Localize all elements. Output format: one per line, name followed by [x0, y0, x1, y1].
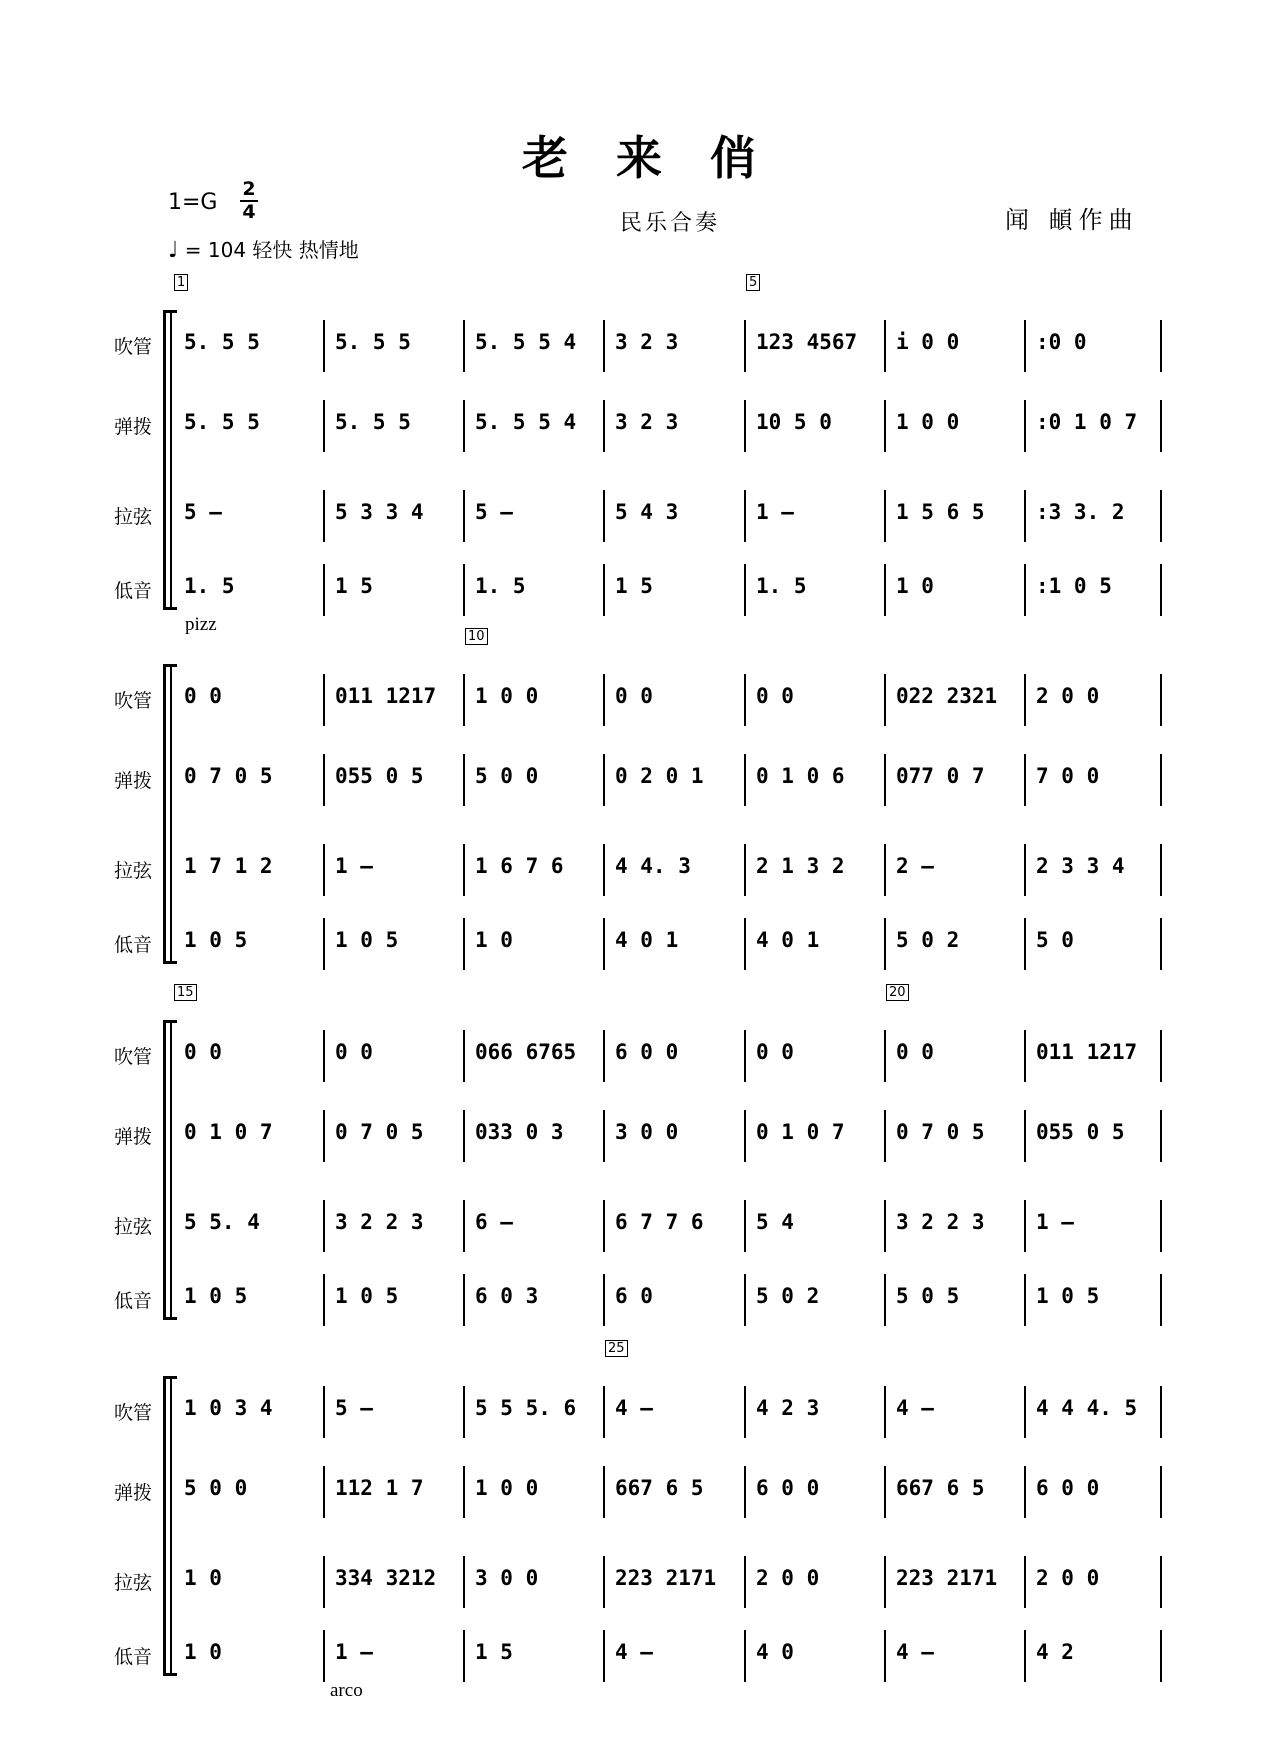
measure: 1 0 5: [335, 928, 399, 952]
measure: 4 –: [896, 1640, 934, 1664]
barline: [1024, 1030, 1026, 1082]
system-barline: [170, 1020, 172, 1320]
subtitle: 民乐合奏: [620, 211, 721, 236]
measure: 3 2 3: [615, 330, 679, 354]
barline: [323, 1110, 325, 1162]
barline: [463, 1386, 465, 1438]
rehearsal-mark: 20: [886, 984, 909, 1001]
instrument-label: 低音: [114, 1646, 153, 1668]
measure: :0 0: [1036, 330, 1087, 354]
measure: 1 –: [756, 500, 794, 524]
measure: 0 7 0 5: [335, 1120, 424, 1144]
measure: 1 6 7 6: [475, 854, 564, 878]
barline: [1160, 754, 1162, 806]
measure: 4 0 1: [756, 928, 820, 952]
measure: 0 2 0 1: [615, 764, 704, 788]
measure: 5 0 5: [896, 1284, 960, 1308]
instrument-label: 低音: [114, 580, 153, 602]
barline: [603, 1110, 605, 1162]
barline: [1160, 1630, 1162, 1682]
measure: 6 0: [615, 1284, 653, 1308]
score-system: [0, 629, 1278, 984]
tempo-text: = 104 轻快 热情地: [184, 238, 359, 262]
barline: [884, 1030, 886, 1082]
barline: [1160, 1110, 1162, 1162]
measure: 4 4 4. 5: [1036, 1396, 1138, 1420]
barline: [744, 320, 746, 372]
measure: 667 6 5: [615, 1476, 704, 1500]
measure: i 0 0: [896, 330, 960, 354]
instrument-label: 吹管: [114, 1402, 153, 1424]
barline: [884, 564, 886, 616]
measure: 055 0 5: [335, 764, 424, 788]
barline: [744, 1386, 746, 1438]
measure: 1 0 5: [184, 928, 248, 952]
pizz-marking: pizz: [185, 614, 217, 635]
barline: [744, 1030, 746, 1082]
barline: [463, 1466, 465, 1518]
barline: [463, 490, 465, 542]
measure: 0 7 0 5: [896, 1120, 985, 1144]
rehearsal-mark: 1: [174, 274, 188, 291]
measure: 1 0: [184, 1640, 222, 1664]
instrument-label: 拉弦: [114, 860, 153, 882]
barline: [603, 1556, 605, 1608]
measure: 066 6765: [475, 1040, 577, 1064]
instrument-label: 弹拨: [114, 1126, 153, 1148]
barline: [323, 1630, 325, 1682]
barline: [1160, 400, 1162, 452]
barline: [1160, 1466, 1162, 1518]
barline: [463, 1630, 465, 1682]
barline: [463, 674, 465, 726]
barline: [463, 918, 465, 970]
barline: [323, 844, 325, 896]
barline: [1160, 674, 1162, 726]
barline: [1160, 918, 1162, 970]
barline: [744, 1200, 746, 1252]
measure: 4 2 3: [756, 1396, 820, 1420]
barline: [323, 490, 325, 542]
measure: 0 0: [335, 1040, 373, 1064]
rehearsal-mark: 25: [605, 1340, 628, 1357]
measure: 0 0: [756, 1040, 794, 1064]
measure: 5. 5 5: [184, 410, 260, 434]
measure: 3 2 2 3: [896, 1210, 985, 1234]
measure: 1 5: [475, 1640, 513, 1664]
measure: 2 0 0: [1036, 684, 1100, 708]
measure: 1 5 6 5: [896, 500, 985, 524]
measure: 5. 5 5: [335, 410, 411, 434]
measure: 077 0 7: [896, 764, 985, 788]
measure: 5. 5 5 4: [475, 410, 577, 434]
measure: 5. 5 5: [335, 330, 411, 354]
barline: [603, 320, 605, 372]
barline: [884, 1466, 886, 1518]
measure: 1 0: [896, 574, 934, 598]
measure: 1. 5: [184, 574, 235, 598]
measure: 1 –: [1036, 1210, 1074, 1234]
measure: 223 2171: [615, 1566, 717, 1590]
measure: 055 0 5: [1036, 1120, 1125, 1144]
system-bracket: [163, 664, 166, 964]
measure: 4 –: [615, 1640, 653, 1664]
barline: [603, 844, 605, 896]
system-barline: [170, 664, 172, 964]
measure: 7 0 0: [1036, 764, 1100, 788]
measure: 011 1217: [335, 684, 437, 708]
barline: [744, 1466, 746, 1518]
barline: [603, 490, 605, 542]
measure: 1 0 0: [475, 1476, 539, 1500]
barline: [1024, 1274, 1026, 1326]
barline: [323, 400, 325, 452]
measure: 5 4: [756, 1210, 794, 1234]
barline: [884, 1274, 886, 1326]
barline: [884, 320, 886, 372]
barline: [323, 754, 325, 806]
measure: 5 5 5. 6: [475, 1396, 577, 1420]
barline: [744, 1274, 746, 1326]
barline: [884, 754, 886, 806]
barline: [884, 1110, 886, 1162]
measure: 5 0 2: [896, 928, 960, 952]
instrument-label: 吹管: [114, 336, 153, 358]
measure: 3 0 0: [475, 1566, 539, 1590]
measure: 667 6 5: [896, 1476, 985, 1500]
measure: 3 2 2 3: [335, 1210, 424, 1234]
barline: [603, 400, 605, 452]
barline: [744, 918, 746, 970]
measure: 2 –: [896, 854, 934, 878]
barline: [463, 1200, 465, 1252]
barline: [884, 1630, 886, 1682]
barline: [603, 564, 605, 616]
barline: [323, 1556, 325, 1608]
measure: 4 –: [896, 1396, 934, 1420]
measure: 011 1217: [1036, 1040, 1138, 1064]
arco-marking: arco: [330, 1680, 363, 1701]
measure: 5 4 3: [615, 500, 679, 524]
instrument-label: 弹拨: [114, 416, 153, 438]
barline: [1024, 400, 1026, 452]
measure: 334 3212: [335, 1566, 437, 1590]
measure: 1 0 3 4: [184, 1396, 273, 1420]
measure: 1 0 5: [1036, 1284, 1100, 1308]
measure: 1. 5: [756, 574, 807, 598]
barline: [603, 1466, 605, 1518]
measure: 5 –: [475, 500, 513, 524]
barline: [463, 1274, 465, 1326]
barline: [1024, 320, 1026, 372]
barline: [1160, 1386, 1162, 1438]
measure: 5 0 2: [756, 1284, 820, 1308]
barline: [603, 754, 605, 806]
measure: 4 0 1: [615, 928, 679, 952]
measure: 123 4567: [756, 330, 858, 354]
barline: [884, 490, 886, 542]
barline: [603, 674, 605, 726]
measure: 1. 5: [475, 574, 526, 598]
measure: 3 0 0: [615, 1120, 679, 1144]
system-barline: [170, 1376, 172, 1676]
instrument-label: 低音: [114, 1290, 153, 1312]
instrument-label: 拉弦: [114, 1572, 153, 1594]
barline: [1024, 1556, 1026, 1608]
barline: [463, 844, 465, 896]
barline: [884, 918, 886, 970]
measure: 1 5: [335, 574, 373, 598]
barline: [603, 1030, 605, 1082]
barline: [1160, 1200, 1162, 1252]
barline: [603, 1630, 605, 1682]
barline: [323, 564, 325, 616]
barline: [884, 674, 886, 726]
composer: 闻 頔作曲: [1005, 206, 1139, 234]
measure: 0 0: [615, 684, 653, 708]
barline: [744, 844, 746, 896]
instrument-label: 低音: [114, 934, 153, 956]
measure: 1 0 0: [475, 684, 539, 708]
measure: 0 1 0 6: [756, 764, 845, 788]
measure: 1 0: [475, 928, 513, 952]
measure: 1 5: [615, 574, 653, 598]
barline: [1024, 1386, 1026, 1438]
measure: 2 1 3 2: [756, 854, 845, 878]
barline: [1160, 564, 1162, 616]
measure: 1 0 5: [184, 1284, 248, 1308]
barline: [323, 1200, 325, 1252]
measure: 3 2 3: [615, 410, 679, 434]
barline: [463, 564, 465, 616]
measure: :3 3. 2: [1036, 500, 1125, 524]
measure: 0 0: [896, 1040, 934, 1064]
system-bracket: [163, 1020, 166, 1320]
barline: [463, 1556, 465, 1608]
measure: 112 1 7: [335, 1476, 424, 1500]
barline: [884, 844, 886, 896]
score-system: [0, 1341, 1278, 1701]
system-bracket: [163, 1376, 166, 1676]
instrument-label: 吹管: [114, 690, 153, 712]
barline: [1024, 918, 1026, 970]
measure: 1 0 0: [896, 410, 960, 434]
barline: [603, 1386, 605, 1438]
barline: [1024, 1630, 1026, 1682]
barline: [463, 320, 465, 372]
measure: 6 0 0: [615, 1040, 679, 1064]
instrument-label: 拉弦: [114, 506, 153, 528]
barline: [744, 674, 746, 726]
barline: [744, 564, 746, 616]
barline: [884, 1556, 886, 1608]
measure: 1 0: [184, 1566, 222, 1590]
barline: [744, 400, 746, 452]
barline: [1160, 1274, 1162, 1326]
measure: 5 –: [184, 500, 222, 524]
barline: [1024, 844, 1026, 896]
measure: 0 1 0 7: [756, 1120, 845, 1144]
measure: 6 0 3: [475, 1284, 539, 1308]
measure: 5 –: [335, 1396, 373, 1420]
measure: 5 0 0: [184, 1476, 248, 1500]
measure: 0 0: [184, 1040, 222, 1064]
rehearsal-mark: 5: [746, 274, 760, 291]
barline: [744, 1110, 746, 1162]
measure: 6 7 7 6: [615, 1210, 704, 1234]
barline: [323, 1030, 325, 1082]
rehearsal-mark: 15: [174, 984, 197, 1001]
barline: [463, 400, 465, 452]
barline: [744, 754, 746, 806]
measure: 4 2: [1036, 1640, 1074, 1664]
key-signature: 1=G: [168, 190, 218, 215]
barline: [603, 1274, 605, 1326]
barline: [744, 1556, 746, 1608]
barline: [1024, 1110, 1026, 1162]
score-title: 老来俏: [522, 131, 804, 185]
measure: 2 0 0: [756, 1566, 820, 1590]
measure: 5 5. 4: [184, 1210, 260, 1234]
measure: :1 0 5: [1036, 574, 1112, 598]
time-signature: [240, 180, 258, 222]
barline: [1024, 1466, 1026, 1518]
measure: 5 0 0: [475, 764, 539, 788]
measure: 4 –: [615, 1396, 653, 1420]
barline: [323, 674, 325, 726]
barline: [463, 1110, 465, 1162]
rehearsal-mark: 10: [465, 628, 488, 645]
barline: [1024, 674, 1026, 726]
barline: [744, 1630, 746, 1682]
barline: [323, 1386, 325, 1438]
barline: [1024, 564, 1026, 616]
barline: [323, 1466, 325, 1518]
measure: 033 0 3: [475, 1120, 564, 1144]
measure: 0 0: [184, 684, 222, 708]
instrument-label: 吹管: [114, 1046, 153, 1068]
barline: [884, 1200, 886, 1252]
barline: [323, 918, 325, 970]
instrument-label: 弹拨: [114, 770, 153, 792]
measure: 6 –: [475, 1210, 513, 1234]
barline: [603, 918, 605, 970]
barline: [884, 1386, 886, 1438]
barline: [1160, 320, 1162, 372]
measure: 0 1 0 7: [184, 1120, 273, 1144]
barline: [1160, 490, 1162, 542]
barline: [1160, 1556, 1162, 1608]
barline: [463, 754, 465, 806]
barline: [603, 1200, 605, 1252]
instrument-label: 拉弦: [114, 1216, 153, 1238]
barline: [323, 1274, 325, 1326]
barline: [884, 400, 886, 452]
time-sig-top: 2: [242, 178, 256, 200]
score-system: [0, 985, 1278, 1340]
measure: 5. 5 5: [184, 330, 260, 354]
measure: 6 0 0: [756, 1476, 820, 1500]
barline: [744, 490, 746, 542]
instrument-label: 弹拨: [114, 1482, 153, 1504]
barline: [1024, 490, 1026, 542]
measure: 10 5 0: [756, 410, 832, 434]
barline: [1024, 754, 1026, 806]
time-sig-bottom: 4: [242, 201, 256, 223]
measure: 0 0: [756, 684, 794, 708]
barline: [323, 320, 325, 372]
measure: 223 2171: [896, 1566, 998, 1590]
measure: 0 7 0 5: [184, 764, 273, 788]
system-barline: [170, 310, 172, 610]
measure: 1 0 5: [335, 1284, 399, 1308]
tempo-marking: [168, 234, 359, 263]
measure: 2 3 3 4: [1036, 854, 1125, 878]
measure: :0 1 0 7: [1036, 410, 1138, 434]
measure: 2 0 0: [1036, 1566, 1100, 1590]
measure: 5 3 3 4: [335, 500, 424, 524]
system-bracket: [163, 310, 166, 610]
measure: 022 2321: [896, 684, 998, 708]
barline: [1024, 1200, 1026, 1252]
measure: 4 4. 3: [615, 854, 691, 878]
barline: [463, 1030, 465, 1082]
measure: 1 7 1 2: [184, 854, 273, 878]
measure: 5 0: [1036, 928, 1074, 952]
measure: 4 0: [756, 1640, 794, 1664]
barline: [1160, 844, 1162, 896]
measure: 5. 5 5 4: [475, 330, 577, 354]
quarter-note-icon: ♩: [168, 238, 179, 263]
score-system: [0, 275, 1278, 635]
measure: 1 –: [335, 854, 373, 878]
measure: 1 –: [335, 1640, 373, 1664]
measure: 6 0 0: [1036, 1476, 1100, 1500]
barline: [1160, 1030, 1162, 1082]
